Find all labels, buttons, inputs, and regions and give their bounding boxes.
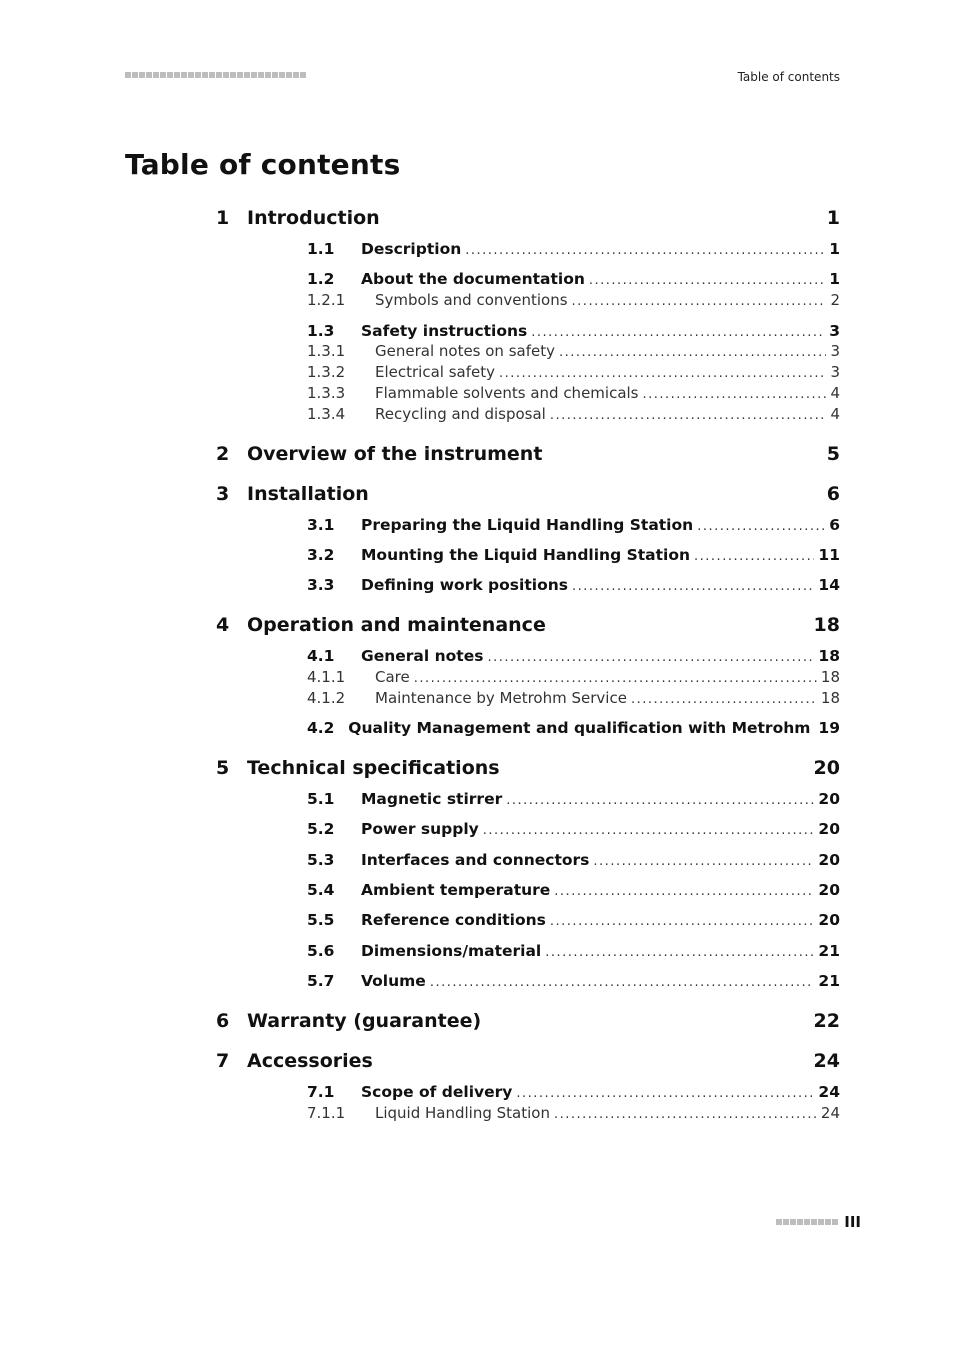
toc-leader-dots <box>483 823 815 838</box>
toc-entry-page: 18 <box>820 689 840 707</box>
toc-chapter-entry[interactable] <box>216 1010 840 1034</box>
toc-leader-dots <box>589 273 825 288</box>
toc-section-entry[interactable] <box>307 322 840 342</box>
toc-entry-page: 1 <box>826 207 840 229</box>
footer-decoration <box>776 1219 838 1225</box>
toc-leader-dots <box>465 243 825 258</box>
toc-chapter-entry[interactable] <box>216 1050 840 1074</box>
toc-entry-page: 20 <box>818 881 840 899</box>
toc-leader-dots <box>545 945 814 960</box>
toc-entry-number: 1.2 <box>307 270 335 288</box>
toc-entry-number: 4.1.2 <box>307 689 346 707</box>
toc-section-entry[interactable] <box>307 820 840 840</box>
toc-entry-title: Interfaces and connectors <box>361 851 590 869</box>
toc-subsection-entry[interactable] <box>307 1104 840 1124</box>
toc-chapter-entry[interactable] <box>216 483 840 507</box>
toc-entry-title: Warranty (guarantee) <box>247 1010 482 1032</box>
toc-entry-page: 21 <box>818 942 840 960</box>
toc-entry-title: Volume <box>361 972 426 990</box>
toc-leader-dots <box>554 1107 817 1122</box>
toc-entry-number: 6 <box>216 1010 230 1032</box>
toc-entry-number: 1.3.1 <box>307 342 346 360</box>
toc-entry-page: 3 <box>830 342 840 360</box>
toc-section-entry[interactable] <box>307 270 840 290</box>
toc-entry-number: 5.2 <box>307 820 335 838</box>
toc-entry-title: Introduction <box>247 207 380 229</box>
toc-entry-number: 7.1 <box>307 1083 335 1101</box>
toc-entry-number: 1.1 <box>307 240 335 258</box>
toc-entry-page: 5 <box>826 443 840 465</box>
toc-leader-dots <box>531 325 825 340</box>
toc-entry-title: Preparing the Liquid Handling Station <box>361 516 694 534</box>
toc-section-entry[interactable] <box>307 1083 840 1103</box>
toc-subsection-entry[interactable] <box>307 405 840 425</box>
toc-entry-page: 2 <box>830 291 840 309</box>
toc-entry-page: 11 <box>818 546 840 564</box>
toc-entry-number: 1.3.2 <box>307 363 346 381</box>
toc-leader-dots <box>499 366 826 381</box>
toc-entry-number: 4 <box>216 614 230 636</box>
toc-leader-dots <box>506 793 814 808</box>
toc-leader-dots <box>550 408 827 423</box>
toc-section-entry[interactable] <box>307 881 840 901</box>
running-header: Table of contents <box>737 70 840 84</box>
toc-entry-page: 20 <box>818 911 840 929</box>
toc-entry-number: 7 <box>216 1050 230 1072</box>
toc-section-entry[interactable] <box>307 851 840 871</box>
toc-entry-title: Quality Management and qualification with Metrohm <box>348 719 811 737</box>
toc-entry-page: 19 <box>818 719 840 737</box>
toc-entry-number: 3.2 <box>307 546 335 564</box>
toc-entry-page: 1 <box>829 240 840 258</box>
toc-subsection-entry[interactable] <box>307 363 840 383</box>
toc-subsection-entry[interactable] <box>307 384 840 404</box>
toc-entry-title: General notes <box>361 647 484 665</box>
toc-chapter-entry[interactable] <box>216 757 840 781</box>
toc-entry-title: Maintenance by Metrohm Service <box>375 689 627 707</box>
toc-entry-page: 20 <box>818 790 840 808</box>
toc-entry-title: Electrical safety <box>375 363 495 381</box>
toc-chapter-entry[interactable] <box>216 614 840 638</box>
toc-entry-page: 24 <box>820 1104 840 1122</box>
toc-subsection-entry[interactable] <box>307 291 840 311</box>
toc-entry-number: 4.2 <box>307 719 335 737</box>
toc-entry-page: 20 <box>818 820 840 838</box>
toc-entry-title: Dimensions/material <box>361 942 542 960</box>
page-title: Table of contents <box>125 148 401 181</box>
toc-entry-page: 4 <box>830 405 840 423</box>
toc-entry-page: 18 <box>820 668 840 686</box>
toc-leader-dots <box>414 671 817 686</box>
toc-entry-number: 5.3 <box>307 851 335 869</box>
toc-entry-page: 6 <box>826 483 840 505</box>
toc-entry-number: 1.3.4 <box>307 405 346 423</box>
toc-entry-title: Overview of the instrument <box>247 443 543 465</box>
toc-leader-dots <box>516 1086 814 1101</box>
toc-entry-number: 3 <box>216 483 230 505</box>
toc-entry-page: 14 <box>818 576 840 594</box>
toc-entry-title: Care <box>375 668 410 686</box>
toc-entry-title: Operation and maintenance <box>247 614 546 636</box>
toc-section-entry[interactable] <box>307 576 840 596</box>
toc-entry-title: Mounting the Liquid Handling Station <box>361 546 691 564</box>
toc-entry-page: 22 <box>813 1010 840 1032</box>
toc-section-entry[interactable] <box>307 911 840 931</box>
toc-entry-number: 5.6 <box>307 942 335 960</box>
toc-leader-dots <box>593 854 814 869</box>
toc-entry-number: 5.5 <box>307 911 335 929</box>
toc-leader-dots <box>572 294 827 309</box>
toc-entry-number: 1.2.1 <box>307 291 346 309</box>
toc-entry-number: 4.1 <box>307 647 335 665</box>
toc-entry-page: 3 <box>829 322 840 340</box>
toc-section-entry[interactable] <box>307 972 840 992</box>
toc-entry-title: Power supply <box>361 820 479 838</box>
toc-entry-number: 3.3 <box>307 576 335 594</box>
toc-entry-title: General notes on safety <box>375 342 555 360</box>
toc-entry-page: 24 <box>813 1050 840 1072</box>
toc-entry-title: Reference conditions <box>361 911 546 929</box>
toc-section-entry[interactable] <box>307 546 840 566</box>
toc-entry-title: Technical specifications <box>247 757 500 779</box>
toc-entry-title: Description <box>361 240 462 258</box>
toc-leader-dots <box>550 914 815 929</box>
toc-chapter-entry[interactable] <box>216 207 840 231</box>
toc-section-entry[interactable] <box>307 647 840 667</box>
toc-entry-page: 18 <box>813 614 840 636</box>
toc-leader-dots <box>643 387 827 402</box>
toc-entry-title: Magnetic stirrer <box>361 790 503 808</box>
toc-subsection-entry[interactable] <box>307 668 840 688</box>
toc-section-entry[interactable] <box>307 240 840 260</box>
toc-entry-title: About the documentation <box>361 270 585 288</box>
toc-leader-dots <box>559 345 826 360</box>
toc-subsection-entry[interactable] <box>307 342 840 362</box>
toc-entry-title: Liquid Handling Station <box>375 1104 550 1122</box>
toc-entry-page: 21 <box>818 972 840 990</box>
toc-subsection-entry[interactable] <box>307 689 840 709</box>
toc-section-entry[interactable] <box>307 790 840 810</box>
page-number: III <box>844 1213 861 1231</box>
toc-entry-page: 18 <box>818 647 840 665</box>
toc-entry-number: 7.1.1 <box>307 1104 346 1122</box>
toc-entry-number: 1 <box>216 207 230 229</box>
toc-leader-dots <box>430 975 815 990</box>
toc-entry-page: 24 <box>818 1083 840 1101</box>
toc-leader-dots <box>487 650 814 665</box>
toc-entry-title: Flammable solvents and chemicals <box>375 384 639 402</box>
toc-entry-number: 5.1 <box>307 790 335 808</box>
footer <box>776 1213 861 1231</box>
toc-entry-page: 20 <box>818 851 840 869</box>
toc-entry-number: 3.1 <box>307 516 335 534</box>
toc-entry-page: 3 <box>830 363 840 381</box>
toc-entry-page: 20 <box>813 757 840 779</box>
toc-entry-number: 1.3.3 <box>307 384 346 402</box>
toc-entry-title: Installation <box>247 483 369 505</box>
toc-entry-title: Safety instructions <box>361 322 528 340</box>
toc-entry-number: 5.4 <box>307 881 335 899</box>
toc-leader-dots <box>631 692 817 707</box>
toc-entry-page: 6 <box>829 516 840 534</box>
toc-entry-title: Defining work positions <box>361 576 568 594</box>
toc-chapter-entry[interactable] <box>216 443 840 467</box>
toc-section-entry[interactable] <box>307 719 840 739</box>
toc-section-entry[interactable] <box>307 942 840 962</box>
toc-entry-title: Symbols and conventions <box>375 291 568 309</box>
toc-entry-title: Accessories <box>247 1050 373 1072</box>
toc-entry-title: Recycling and disposal <box>375 405 546 423</box>
toc-entry-number: 5.7 <box>307 972 335 990</box>
toc-entry-number: 1.3 <box>307 322 335 340</box>
toc-entry-page: 1 <box>829 270 840 288</box>
toc-entry-title: Scope of delivery <box>361 1083 513 1101</box>
toc-entry-number: 2 <box>216 443 230 465</box>
toc-leader-dots <box>694 549 814 564</box>
toc-leader-dots <box>697 519 825 534</box>
toc-leader-dots <box>572 579 814 594</box>
toc-leader-dots <box>554 884 814 899</box>
toc-entry-title: Ambient temperature <box>361 881 551 899</box>
toc-section-entry[interactable] <box>307 516 840 536</box>
toc-entry-page: 4 <box>830 384 840 402</box>
toc-entry-number: 5 <box>216 757 230 779</box>
toc-entry-number: 4.1.1 <box>307 668 346 686</box>
